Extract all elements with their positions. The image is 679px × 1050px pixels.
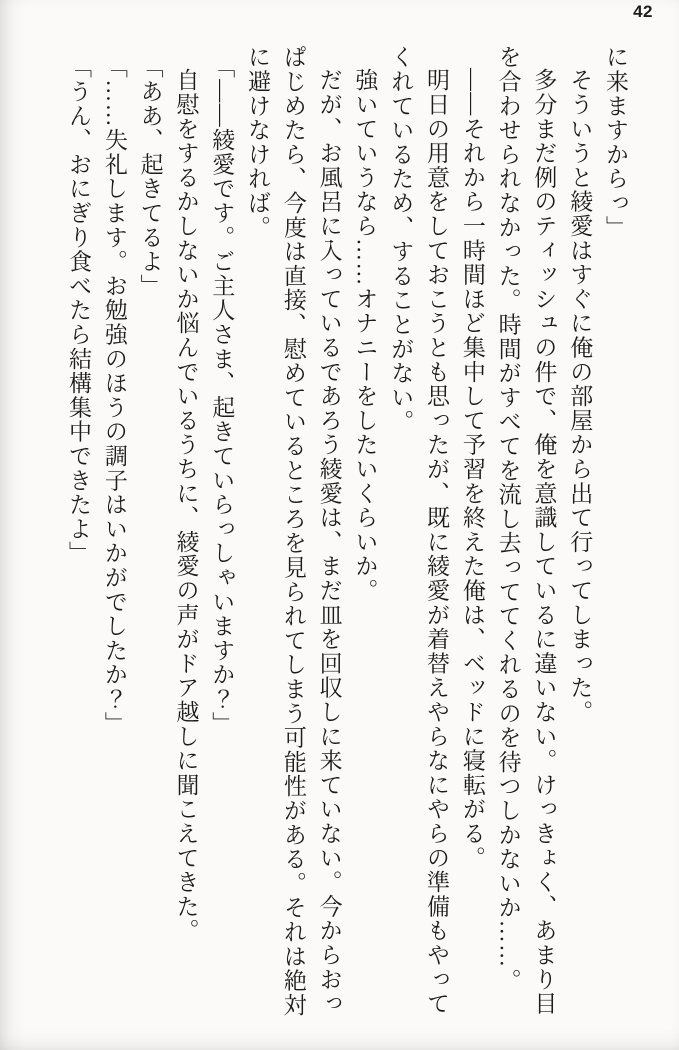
text-column: くれているため、することがない。: [388, 45, 414, 434]
text-column: 「うん、おにぎり食べたら結構集中できたよ」: [66, 55, 92, 566]
text-column: 自慰をするかしないか悩んでいるうちに、綾愛の声がドア越しに聞こえてきた。: [173, 68, 199, 943]
text-column: に避けなければ。: [245, 45, 271, 240]
text-column: 多分まだ例のティッシュの件で、俺を意識しているに違いない。けっきょく、あまり目: [531, 68, 557, 1016]
text-column: に来ますからっ」: [603, 45, 628, 240]
text-column: ――それから一時間ほど集中して予習を終えた俺は、ベッドに寝転がる。: [459, 68, 485, 870]
text-column: 強いていうなら……オナニーをしたいくらいか。: [352, 68, 378, 603]
text-column: だが、お風呂に入っているであろう綾愛は、まだ皿を回収しに来ていない。今からおっ: [316, 68, 342, 1016]
vertical-text-block: [60, 45, 633, 1025]
text-column: そういうと綾愛はすぐに俺の部屋から出て行ってしまった。: [567, 68, 593, 725]
page-number: 42: [633, 2, 653, 21]
text-column: 「……失礼します。お勉強のほうの調子はいかがでしたか？」: [101, 55, 127, 736]
text-column: 「――綾愛です。ご主人さま、起きていらっしゃいますか？」: [209, 55, 235, 736]
text-column: ぱじめたら、今度は直接、慰めているところを見られてしまう可能性がある。それは絶対: [280, 45, 306, 1017]
text-column: を合わせられなかった。時間がすべてを流し去っててくれるのを待つしかないか……。: [495, 45, 521, 993]
text-column: 「ああ、起きてるよ」: [137, 55, 163, 299]
text-column: 明日の用意をしておこうとも思ったが、既に綾愛が着替えやらなにやらの準備もやって: [424, 68, 450, 1016]
